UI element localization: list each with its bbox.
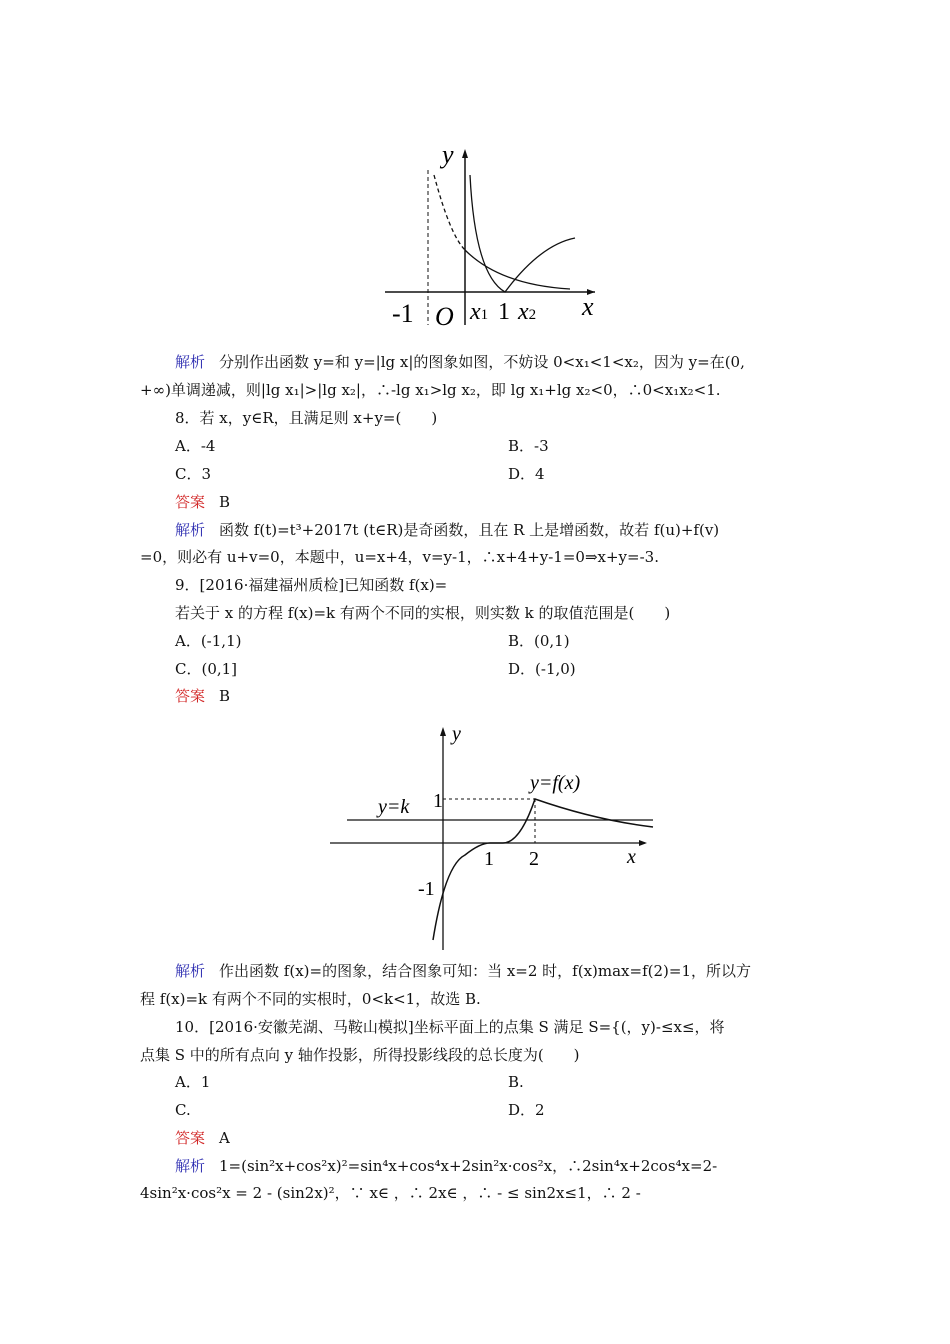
text: 分别作出函数 y=和 y=|lg x|的图象如图，不妨设 0<x₁<1<x₂，因为 y=在(0, — [219, 353, 745, 371]
q10-option-b: B. — [508, 1073, 524, 1091]
q8-option-a: A．-4 — [175, 437, 216, 455]
y-arrow — [440, 727, 446, 736]
curve-exp-dashed — [434, 175, 465, 250]
q9-solution-line1 — [175, 961, 812, 981]
label-1-x: 1 — [484, 848, 494, 870]
q9-solution-line2: 程 f(x)=k 有两个不同的实根时，0<k<1，故选 B. — [140, 990, 481, 1008]
label-x: x — [627, 846, 636, 868]
q8-solution-line2: =0，则必有 u+v=0，本题中，u=x+4，v=y-1，∴x+4+y-1=0⇒x+y=-3. — [140, 548, 659, 566]
solution-label: 解析 — [175, 1157, 206, 1175]
q10-answer — [175, 1128, 812, 1148]
figure-lg-graphs — [370, 125, 605, 340]
label-1: 1 — [498, 299, 510, 325]
text: 函数 f(t)=t³+2017t (t∈R)是奇函数，且在 R 上是增函数，故若 f(u)+f(v) — [219, 521, 720, 539]
q10-stem-line2: 点集 S 中的所有点向 y 轴作投影，所得投影线段的总长度为( ) — [140, 1046, 580, 1064]
q7-solution-line2: +∞)单调递减，则|lg x₁|>|lg x₂|，∴-lg x₁>lg x₂，即 lg x₁+lg x₂<0，∴0<x₁x₂<1. — [140, 381, 721, 399]
label-yfx: y=f(x) — [530, 772, 581, 794]
q7-solution-line1 — [175, 352, 812, 372]
q8-option-d: D．4 — [508, 465, 545, 483]
label-minus1: -1 — [418, 878, 435, 900]
q9-option-a: A．(-1,1) — [175, 632, 242, 650]
label-yk: y=k — [378, 796, 410, 818]
answer-label: 答案 — [175, 687, 206, 705]
x-arrow — [639, 840, 647, 846]
q10-solution-line2: 4sin²x·cos²x = 2 - (sin2x)²，∵ x∈ ，∴ 2x∈ ，∴ - ≤ sin2x≤1，∴ 2 - — [140, 1184, 641, 1202]
solution-label: 解析 — [175, 962, 206, 980]
q8-stem: 8．若 x，y∈R，且满足则 x+y=( ) — [175, 409, 438, 427]
label-y: y — [452, 723, 461, 745]
q8-solution-line1 — [175, 520, 812, 540]
q9-answer — [175, 686, 812, 706]
answer-value: B — [219, 493, 231, 511]
answer-value: A — [219, 1129, 230, 1147]
label-y: y — [442, 140, 454, 169]
answer-label: 答案 — [175, 493, 206, 511]
q10-option-a: A．1 — [175, 1073, 211, 1091]
label-x: x — [582, 292, 594, 321]
label-2: 2 — [529, 848, 539, 870]
y-arrow — [462, 149, 468, 158]
label-1-y: 1 — [433, 790, 443, 812]
q9-stem-line1: 9．[2016·福建福州质检]已知函数 f(x)= — [175, 576, 448, 594]
text: 作出函数 f(x)=的图象，结合图象可知：当 x=2 时，f(x)max=f(2)=1，所以方 — [219, 962, 751, 980]
text: 1=(sin²x+cos²x)²=sin⁴x+cos⁴x+2sin²x·cos²x，∴2sin⁴x+2cos⁴x=2- — [219, 1157, 718, 1175]
q9-stem-line2: 若关于 x 的方程 f(x)=k 有两个不同的实根，则实数 k 的取值范围是( ) — [175, 604, 671, 622]
q8-option-c: C．3 — [175, 465, 212, 483]
figure-fx-graph — [315, 715, 675, 955]
label-origin: O — [435, 302, 454, 331]
solution-label: 解析 — [175, 353, 206, 371]
label-minus1: -1 — [392, 299, 414, 328]
curve-exp — [465, 250, 570, 289]
solution-label: 解析 — [175, 521, 206, 539]
answer-label: 答案 — [175, 1129, 206, 1147]
q9-option-c: C．(0,1] — [175, 660, 238, 678]
q8-answer — [175, 492, 812, 512]
curve-abs-lg — [470, 175, 575, 292]
q10-solution-line1 — [175, 1156, 812, 1176]
q9-option-d: D．(-1,0) — [508, 660, 576, 678]
label-x1: x1 — [470, 299, 489, 325]
q9-option-b: B．(0,1) — [508, 632, 570, 650]
q10-stem-line1: 10．[2016·安徽芜湖、马鞍山模拟]坐标平面上的点集 S 满足 S={(，y)-≤x≤，将 — [175, 1018, 725, 1036]
q10-option-d: D．2 — [508, 1101, 545, 1119]
answer-value: B — [219, 687, 231, 705]
q8-option-b: B．-3 — [508, 437, 549, 455]
label-x2: x2 — [518, 299, 537, 325]
q10-option-c: C. — [175, 1101, 191, 1119]
